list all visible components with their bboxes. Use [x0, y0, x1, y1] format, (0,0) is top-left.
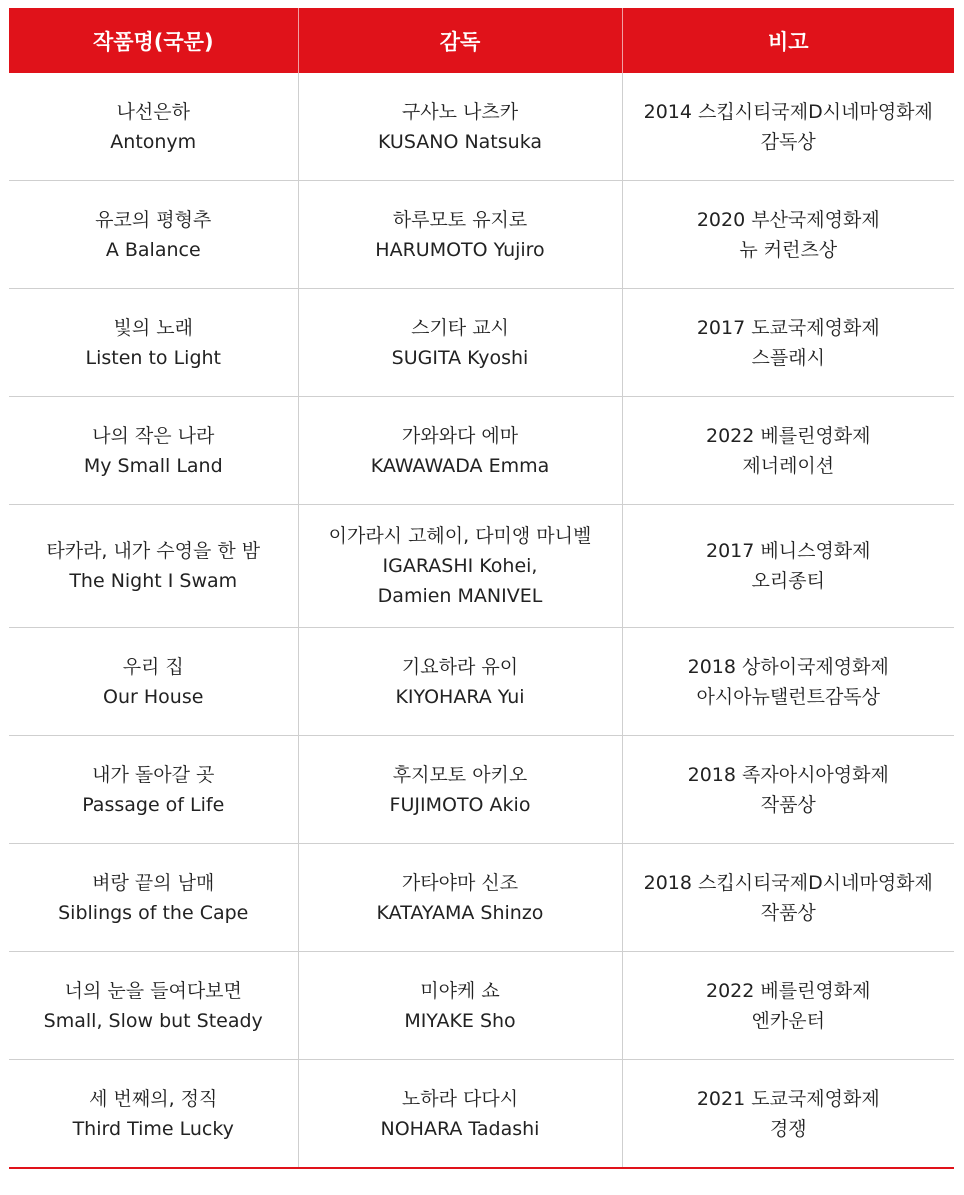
table-row [9, 397, 954, 505]
note-cell [622, 736, 954, 844]
table-row [9, 289, 954, 397]
title-cell [9, 181, 298, 289]
title-korean: 유코의 평형추 [95, 208, 212, 231]
title-cell [9, 628, 298, 736]
director-line: MIYAKE Sho [404, 1009, 516, 1032]
note-line: 2020 부산국제영화제 [696, 208, 880, 231]
film-table [9, 8, 954, 1169]
title-english: Our House [103, 685, 204, 708]
director-line: 기요하라 유이 [401, 655, 519, 678]
director-line: IGARASHI Kohei, [382, 555, 538, 577]
note-cell [622, 397, 954, 505]
table-row [9, 628, 954, 736]
title-english: My Small Land [83, 454, 223, 477]
title-english: A Balance [105, 238, 201, 261]
note-line: 2018 스킵시티국제D시네마영화제 [643, 871, 933, 894]
title-cell [9, 952, 298, 1060]
title-korean: 나선은하 [116, 100, 190, 123]
title-cell [9, 397, 298, 505]
title-korean: 빛의 노래 [113, 316, 193, 339]
header-note: 비고 [622, 8, 954, 73]
note-line: 작품상 [760, 793, 816, 816]
title-english: Third Time Lucky [72, 1117, 234, 1140]
title-english: Siblings of the Cape [58, 901, 249, 924]
title-korean: 타카라, 내가 수영을 한 밤 [46, 540, 261, 562]
director-line: 구사노 나츠카 [401, 100, 519, 123]
title-cell [9, 505, 298, 628]
note-line: 2017 베니스영화제 [705, 540, 871, 562]
director-cell [298, 289, 622, 397]
title-english: The Night I Swam [69, 570, 238, 592]
note-cell [622, 181, 954, 289]
director-cell [298, 736, 622, 844]
director-line: KIYOHARA Yui [395, 685, 525, 708]
title-english: Antonym [110, 130, 197, 153]
title-korean: 나의 작은 나라 [92, 424, 215, 447]
director-line: KATAYAMA Shinzo [376, 901, 544, 924]
director-line: KAWAWADA Emma [370, 454, 550, 477]
title-korean: 세 번째의, 정직 [89, 1087, 218, 1110]
title-cell [9, 73, 298, 181]
director-cell [298, 952, 622, 1060]
title-korean: 너의 눈을 들여다보면 [64, 979, 242, 1002]
director-line: NOHARA Tadashi [380, 1117, 540, 1140]
note-line: 스플래시 [751, 346, 825, 369]
header-title: 작품명(국문) [9, 8, 298, 73]
director-line: 하루모토 유지로 [392, 208, 528, 231]
director-cell [298, 1060, 622, 1169]
note-line: 2014 스킵시티국제D시네마영화제 [643, 100, 933, 123]
director-line: FUJIMOTO Akio [389, 793, 531, 816]
note-line: 2022 베를린영화제 [705, 979, 871, 1002]
director-line: 노하라 다다시 [401, 1087, 519, 1110]
director-line: 후지모토 아키오 [392, 763, 528, 786]
note-cell [622, 628, 954, 736]
table-row [9, 1060, 954, 1169]
note-line: 오리종티 [751, 570, 825, 592]
director-line: 스기타 교시 [411, 316, 509, 339]
note-line: 2022 베를린영화제 [705, 424, 871, 447]
title-english: Listen to Light [85, 346, 221, 369]
director-line: 이가라시 고헤이, 다미앵 마니벨 [328, 525, 592, 547]
note-line: 감독상 [760, 130, 816, 153]
note-cell [622, 289, 954, 397]
director-line: 가와와다 에마 [401, 424, 519, 447]
director-cell [298, 181, 622, 289]
note-cell [622, 844, 954, 952]
note-line: 아시아뉴탤런트감독상 [696, 685, 881, 708]
title-korean: 내가 돌아갈 곳 [92, 763, 215, 786]
director-line: Damien MANIVEL [377, 585, 543, 607]
table-body [9, 73, 954, 1168]
director-cell [298, 397, 622, 505]
note-line: 2018 족자아시아영화제 [687, 763, 889, 786]
header-row [9, 8, 954, 73]
table-row [9, 505, 954, 628]
table-row [9, 844, 954, 952]
table-row [9, 736, 954, 844]
director-cell [298, 505, 622, 628]
note-cell [622, 952, 954, 1060]
note-line: 2017 도쿄국제영화제 [696, 316, 880, 339]
note-line: 뉴 커런츠상 [739, 238, 838, 261]
director-cell [298, 73, 622, 181]
header-director: 감독 [298, 8, 622, 73]
director-cell [298, 628, 622, 736]
note-cell [622, 73, 954, 181]
table-row [9, 73, 954, 181]
director-line: 가타야마 신조 [401, 871, 519, 894]
director-line: SUGITA Kyoshi [391, 346, 529, 369]
title-cell [9, 736, 298, 844]
note-line: 작품상 [760, 901, 816, 924]
note-line: 경쟁 [769, 1117, 807, 1140]
note-line: 엔카운터 [751, 1009, 825, 1032]
note-line: 2021 도쿄국제영화제 [696, 1087, 880, 1110]
director-cell [298, 844, 622, 952]
title-korean: 우리 집 [122, 655, 184, 678]
title-korean: 벼랑 끝의 남매 [92, 871, 215, 894]
title-cell [9, 289, 298, 397]
note-line: 2018 상하이국제영화제 [687, 655, 889, 678]
note-line: 제너레이션 [742, 454, 835, 477]
director-line: HARUMOTO Yujiro [375, 238, 545, 261]
title-cell [9, 1060, 298, 1169]
director-line: 미야케 쇼 [420, 979, 500, 1002]
title-cell [9, 844, 298, 952]
table-row [9, 952, 954, 1060]
note-cell [622, 505, 954, 628]
table-row [9, 181, 954, 289]
title-english: Small, Slow but Steady [43, 1009, 263, 1032]
director-line: KUSANO Natsuka [377, 130, 543, 153]
title-english: Passage of Life [82, 793, 225, 816]
note-cell [622, 1060, 954, 1169]
